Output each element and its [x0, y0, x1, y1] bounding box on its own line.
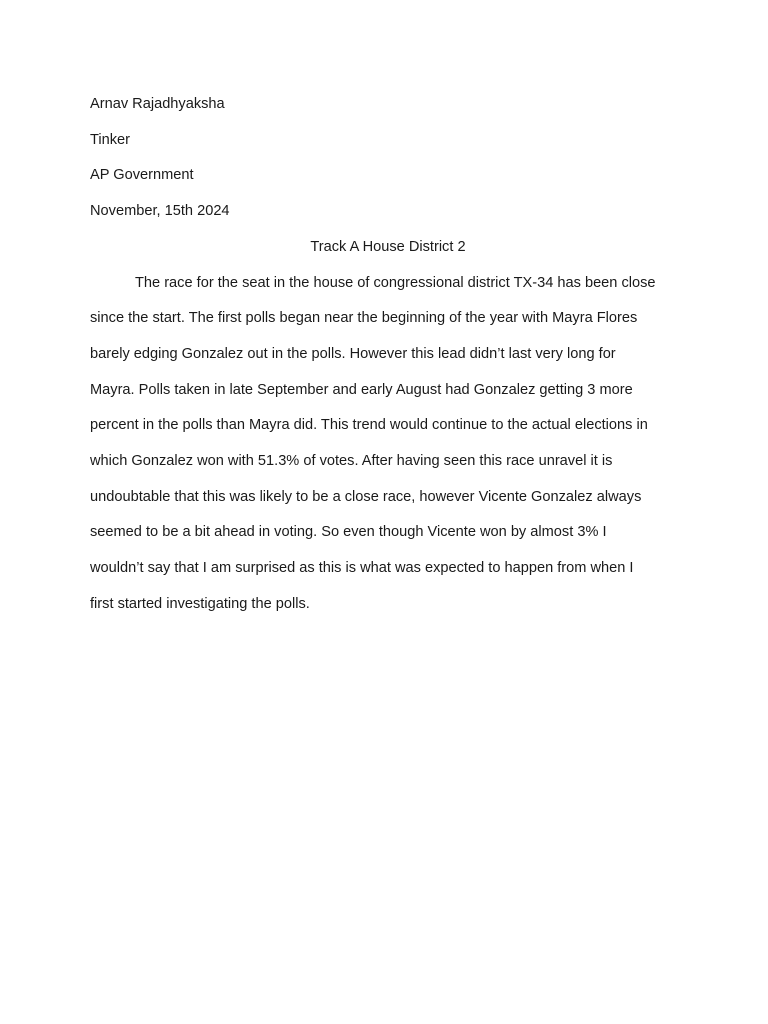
paragraph-line: percent in the polls than Mayra did. This trend would continue to the actual elections in — [90, 417, 648, 434]
document-content — [90, 87, 686, 623]
course-name: AP Government — [90, 167, 194, 184]
student-name: Arnav Rajadhyaksha — [90, 96, 225, 112]
teacher-name: Tinker — [90, 131, 131, 148]
paragraph-line: which Gonzalez won with 51.3% of votes. After having seen this race unravel it is — [90, 453, 613, 470]
paragraph-line: since the start. The first polls began near the beginning of the year with Mayra Flores — [90, 310, 638, 327]
paragraph-line: The race for the seat in the house of congressional district TX-34 has been close — [135, 274, 656, 291]
document-date: November, 15th 2024 — [90, 203, 230, 220]
document-title: Track A House District 2 — [310, 238, 466, 255]
body-paragraph — [90, 266, 686, 623]
paragraph-line: wouldn’t say that I am surprised as this is what was expected to happen from when I — [90, 560, 634, 577]
paragraph-line: Mayra. Polls taken in late September and early August had Gonzalez getting 3 more — [90, 381, 633, 398]
paragraph-line: barely edging Gonzalez out in the polls. However this lead didn’t last very long for — [90, 345, 616, 362]
paragraph-line: first started investigating the polls. — [90, 595, 310, 612]
paragraph-line: seemed to be a bit ahead in voting. So even though Vicente won by almost 3% I — [90, 524, 607, 541]
paragraph-line: undoubtable that this was likely to be a close race, however Vicente Gonzalez always — [90, 488, 642, 505]
